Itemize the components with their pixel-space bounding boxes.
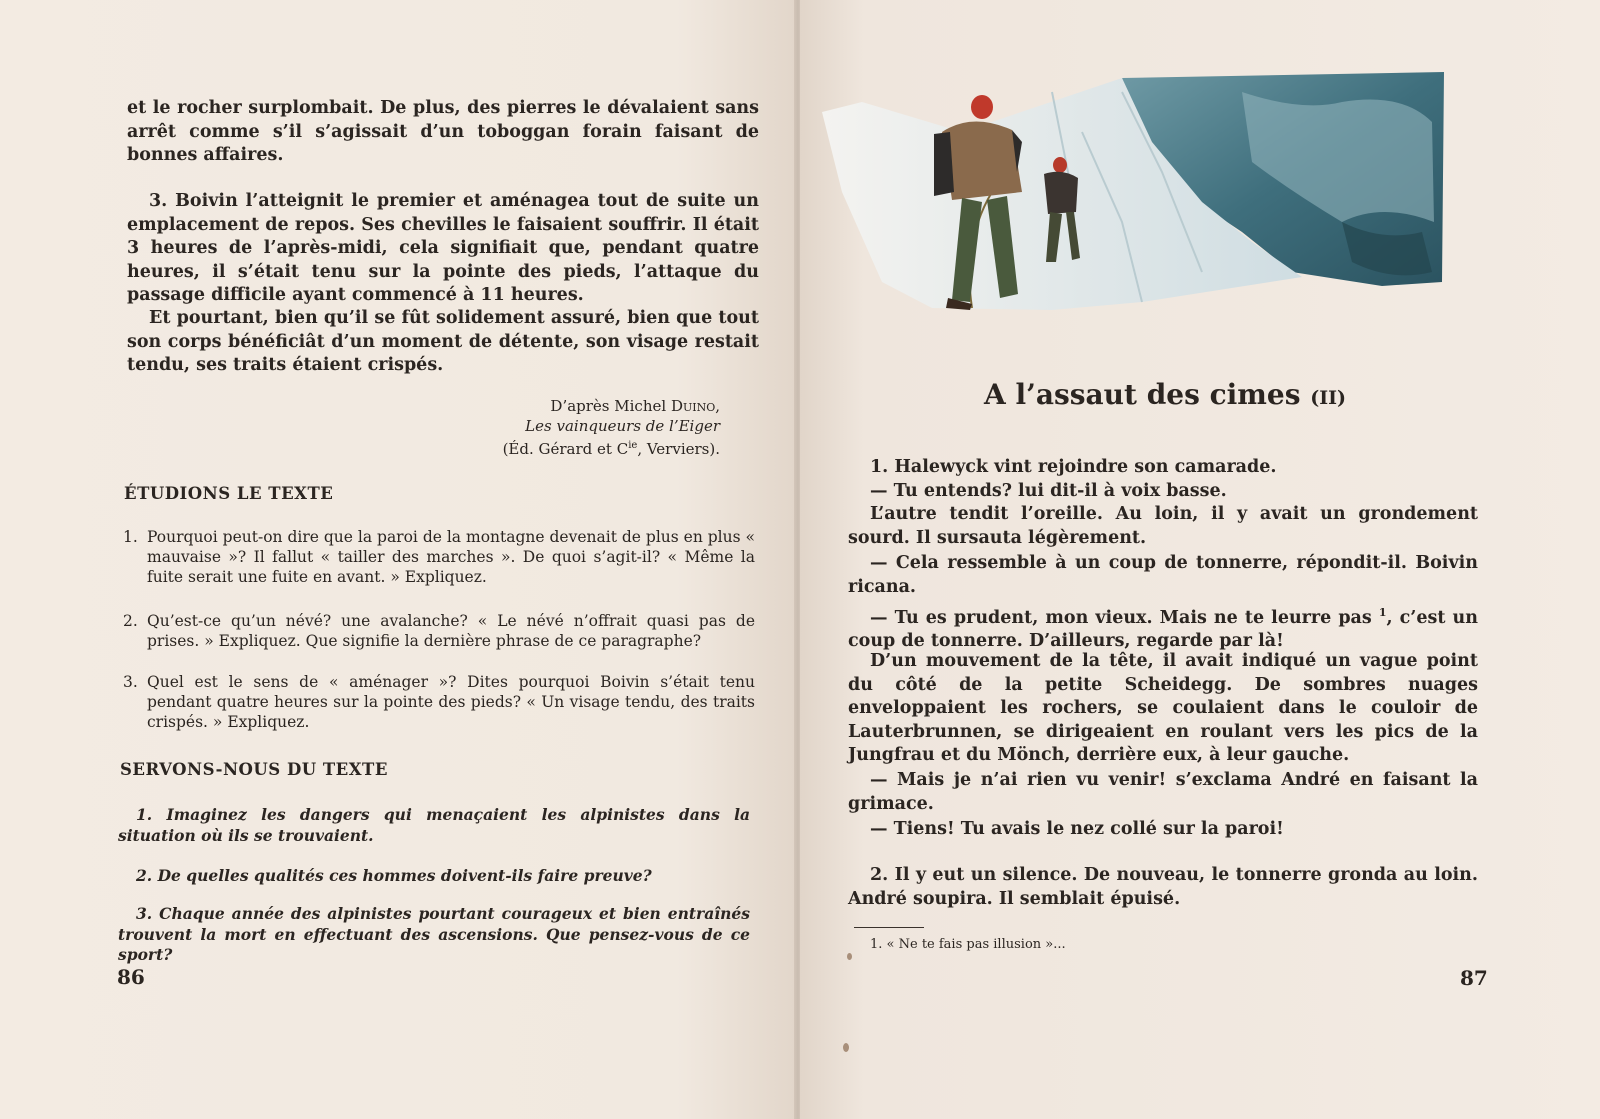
source-citation: D’après Michel Duino, Les vainqueurs de l’Eiger (Éd. Gérard et $C^{ie}$, Verviers).: [502, 397, 720, 458]
section-title-servons: SERVONS-NOUS DU TEXTE: [120, 760, 388, 779]
page-number-left: 86: [117, 965, 145, 989]
right-line-9: 2. Il y eut un silence. De nouveau, le tonnerre gronda au loin. André soupira. Il semblait épuisé.: [848, 865, 1478, 909]
question-2: 2. Qu’est-ce qu’un névé? une avalanche? « Le névé n’offrait quasi pas de prises. » Expliquez. Que signifie la dernière phrase de ce paragraphe?: [123, 612, 755, 650]
left-paragraph-1: et le rocher surplombait. De plus, des pierres le dévalaient sans arrêt comme s’il s’agissait d’un toboggan forain faisant de bonnes affaires.: [127, 98, 759, 165]
page-title: A l’assaut des cimes (II): [984, 378, 1347, 411]
left-paragraph-3: Et pourtant, bien qu’il se fût solidement assuré, bien que tout son corps bénéficiât d’un moment de détente, son visage restait tendu, ses traits étaient crispés.: [127, 308, 759, 375]
footnote-rule: [854, 927, 924, 928]
right-line-8: — Tiens! Tu avais le nez collé sur la paroi!: [870, 819, 1284, 839]
left-page: [0, 0, 796, 1119]
footnote: 1. « Ne te fais pas illusion »...: [870, 937, 1066, 952]
right-line-3: L’autre tendit l’oreille. Au loin, il y avait un grondement sourd. Il sursauta légèrement.: [848, 504, 1478, 548]
left-paragraph-2: 3. Boivin l’atteignit le premier et aménagea tout de suite un emplacement de repos. Ses chevilles le faisaient souffrir. Il était 3 heures de l’après-midi, cela signifiait que, pendant quatre heures, il s’était tenu sur la pointe des pieds, l’attaque du passage difficile ayant commencé à 11 heures.: [127, 191, 759, 305]
question-1: 1. Pourquoi peut-on dire que la paroi de la montagne devenait de plus en plus « mauvaise »? Il fallut « tailler des marches ». De quoi s’agit-il? « Même la fuite serait une fuite en avant. » Expliquez.: [123, 528, 755, 586]
right-line-7: — Mais je n’ai rien vu venir! s’exclama André en faisant la grimace.: [848, 770, 1478, 814]
page-number-right: 87: [1460, 966, 1488, 990]
paper-spot: [847, 953, 852, 960]
right-line-4: — Cela ressemble à un coup de tonnerre, répondit-il. Boivin ricana.: [848, 553, 1478, 597]
question-3: 3. Quel est le sens de « aménager »? Dites pourquoi Boivin s’était tenu pendant quatre heures sur la pointe des pieds? « Un visage tendu, des traits crispés. » Expliquez.: [123, 673, 755, 731]
right-line-5: — Tu es prudent, mon vieux. Mais ne te leurre pas $^1$, c’est un coup de tonnerre. D’ailleurs, regarde par là!: [848, 606, 1478, 652]
exercise-1: 1. Imaginez les dangers qui menaçaient les alpinistes dans la situation où ils se trouvaient.: [118, 805, 750, 845]
right-line-6: D’un mouvement de la tête, il avait indiqué un vague point du côté de la petite Scheidegg. De sombres nuages enveloppaient les rochers, se coulaient dans le couloir de Lauterbrunnen, se dirigeaient en roulant vers les pics de la Jungfrau et du Mönch, derrière eux, à leur gauche.: [848, 651, 1478, 765]
section-title-etudions: ÉTUDIONS LE TEXTE: [124, 484, 334, 503]
right-line-1: 1. Halewyck vint rejoindre son camarade.: [870, 457, 1277, 477]
exercise-3: 3. Chaque année des alpinistes pourtant courageux et bien entraînés trouvent la mort en effectuant des ascensions. Que pensez-vous de ce sport?: [118, 904, 750, 964]
mountaineers-illustration: [822, 72, 1462, 322]
right-line-2: — Tu entends? lui dit-il à voix basse.: [870, 481, 1227, 501]
paper-spot: [843, 1043, 849, 1052]
exercise-2: 2. De quelles qualités ces hommes doivent-ils faire preuve?: [136, 866, 652, 885]
